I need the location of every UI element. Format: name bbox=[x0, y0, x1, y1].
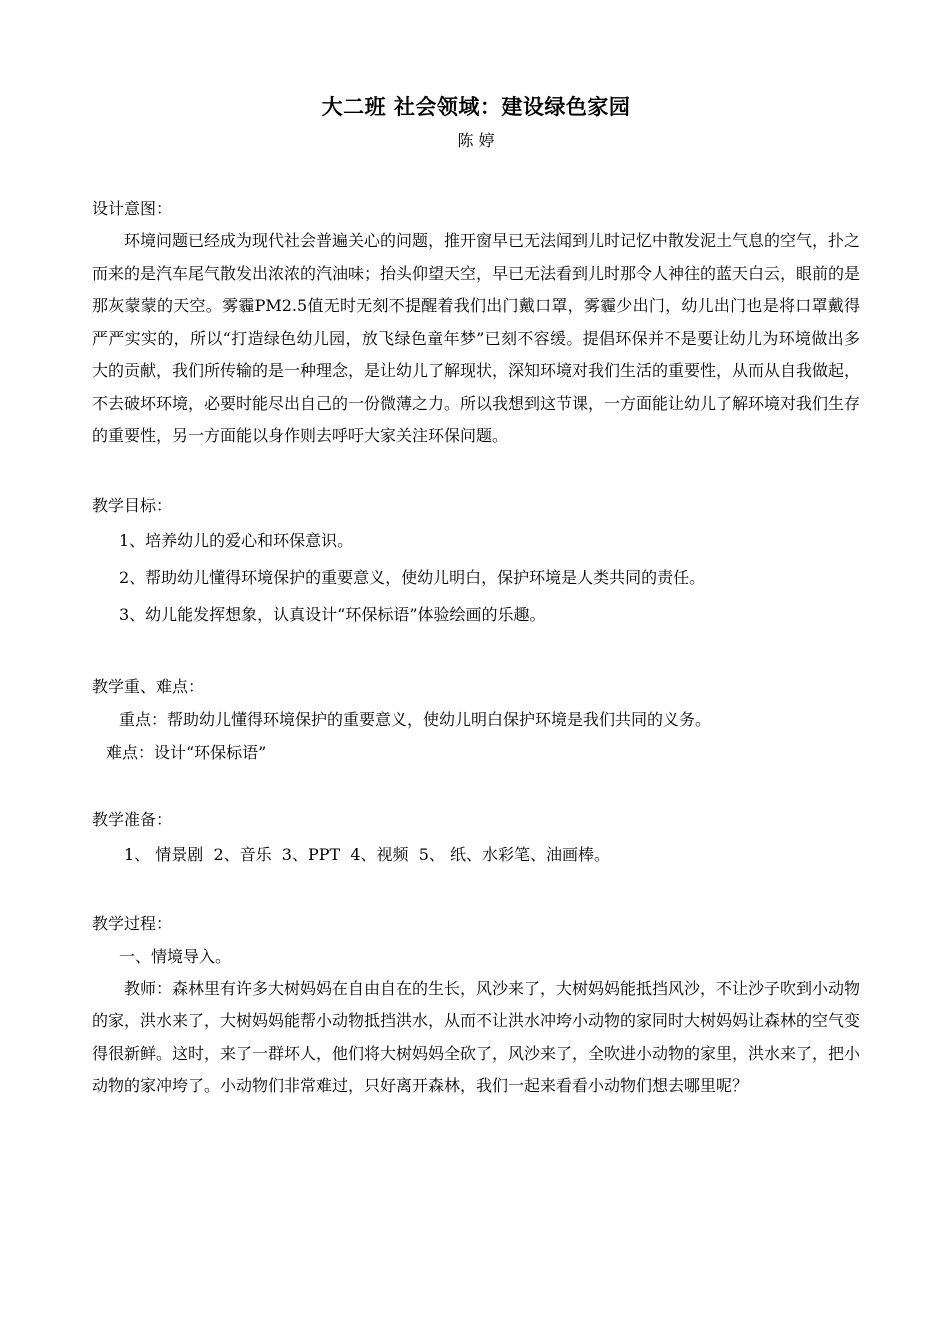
process-step-one: 一、情境导入。 bbox=[119, 946, 232, 966]
spacer bbox=[92, 453, 860, 490]
design-intent-section bbox=[92, 193, 860, 453]
document-author: 陈 婷 bbox=[457, 131, 495, 150]
spacer bbox=[92, 769, 860, 804]
key-point-focus: 重点：帮助幼儿懂得环境保护的重要意义，使幼儿明白保护环境是我们共同的义务。 bbox=[119, 709, 712, 729]
design-intent-heading: 设计意图： bbox=[92, 199, 173, 218]
spacer bbox=[92, 873, 860, 908]
teaching-goals-section bbox=[92, 490, 860, 633]
teaching-process-section bbox=[92, 908, 860, 1103]
teaching-goals-heading: 教学目标： bbox=[92, 495, 173, 515]
preparation-heading: 教学准备： bbox=[92, 809, 173, 829]
spacer bbox=[92, 633, 860, 671]
goal-item-1: 1、培养幼儿的爱心和环保意识。 bbox=[119, 530, 354, 550]
preparation-section bbox=[92, 804, 860, 873]
spacer bbox=[92, 153, 860, 193]
goal-item-3: 3、幼儿能发挥想象，认真设计“环保标语”体验绘画的乐趣。 bbox=[119, 604, 546, 624]
key-points-section bbox=[92, 671, 860, 769]
document-title: 大二班 社会领域：建设绿色家园 bbox=[321, 94, 631, 119]
key-point-difficulty: 难点：设计“环保标语” bbox=[106, 742, 267, 762]
goal-item-2: 2、帮助幼儿懂得环境保护的重要意义，使幼儿明白，保护环境是人类共同的责任。 bbox=[119, 567, 706, 587]
design-intent-paragraph: 环境问题已经成为现代社会普遍关心的问题，推开窗早已无法闻到儿时记忆中散发泥土气息的空气，扑之而来的是汽车尾气散发出浓浓的汽油味；抬头仰望天空，早已无法看到儿时那令人神往的蓝天白云，眼前的是那灰蒙蒙的天空。雾霾PM2.5值无时无刻不提醒着我们出门戴口罩，雾霾少出门，幼儿出门也是将口罩戴得严严实实的，所以“打造绿色幼儿园，放飞绿色童年梦”已刻不容缓。提倡环保并不是要让幼儿为环境做出多大的贡献，我们所传输的是一种理念，是让幼儿了解现状，深知环境对我们生活的重要性，从而从自我做起，不去破坏环境，必要时能尽出自己的一份微薄之力。所以我想到这节课，一方面能让幼儿了解环境对我们生存的重要性，另一方面能以身作则去呼吁大家关注环保问题。 bbox=[92, 231, 861, 445]
preparation-list: 1、 情景剧 2、音乐 3、PPT 4、视频 5、 纸、水彩笔、油画棒。 bbox=[124, 844, 610, 864]
teaching-process-heading: 教学过程： bbox=[92, 913, 173, 933]
teacher-paragraph: 教师：森林里有许多大树妈妈在自由自在的生长，风沙来了，大树妈妈能抵挡风沙，不让沙子吹到小动物的家，洪水来了，大树妈妈能帮小动物抵挡洪水，从而不让洪水冲垮小动物的家同时大树妈妈让森林的空气变得很新鲜。这时，来了一群坏人，他们将大树妈妈全砍了，风沙来了，全吹进小动物的家里，洪水来了，把小动物的家冲垮了。小动物们非常难过，只好离开森林，我们一起来看看小动物们想去哪里呢？ bbox=[92, 978, 861, 1095]
document-content bbox=[92, 92, 860, 1103]
key-points-heading: 教学重、难点： bbox=[92, 676, 205, 696]
